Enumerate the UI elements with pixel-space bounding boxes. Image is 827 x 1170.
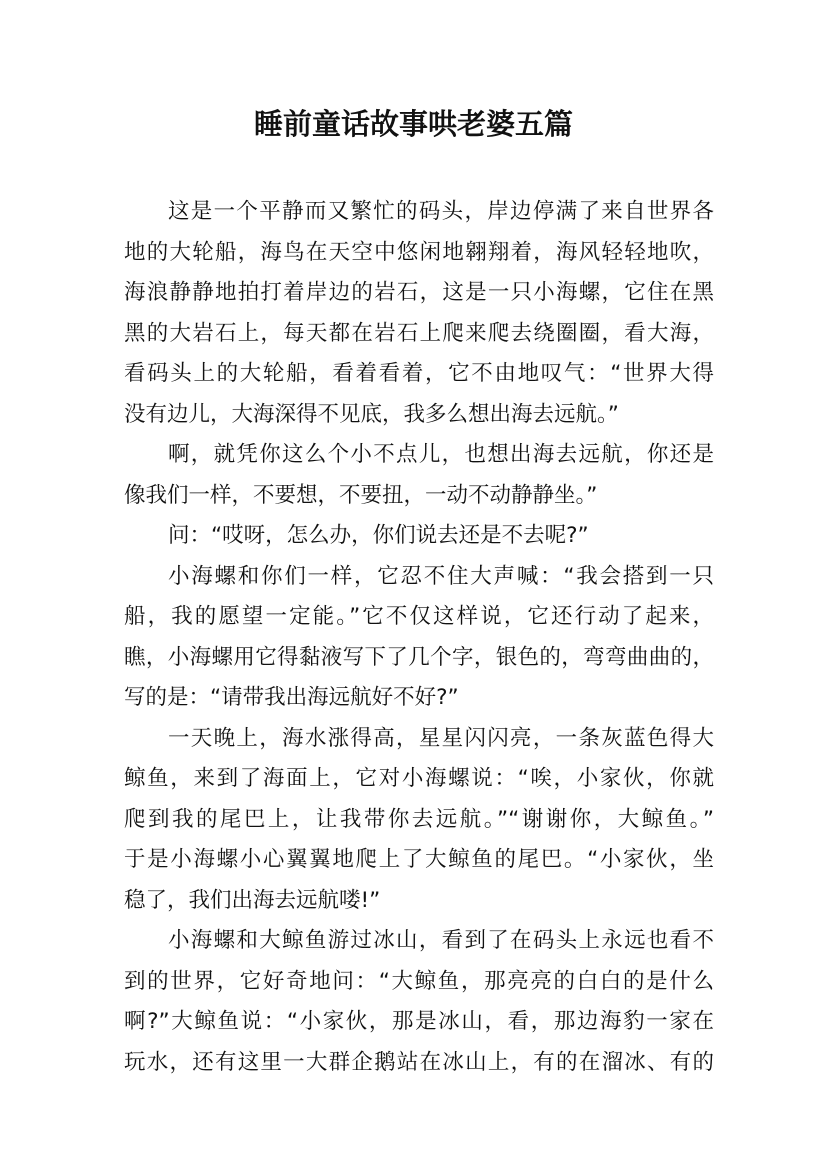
text-line: 像我们一样，不要想，不要扭，一动不动静静坐。” [124,482,598,508]
text-line: 于是小海螺小心翼翼地爬上了大鲸鱼的尾巴。“小家伙，坐 [124,847,714,872]
text-line: 啊，就凭你这么个小不点儿，也想出海去远航，你还是 [168,442,714,467]
text-line: 啊?”大鲸鱼说：“小家伙，那是冰山，看，那边海豹一家在 [124,1009,714,1034]
text-line: 没有边儿，大海深得不见底，我多么想出海去远航。” [124,401,619,427]
text-line: 这是一个平静而又繁忙的码头，岸边停满了来自世界各 [168,199,714,224]
text-line: 小海螺和你们一样，它忍不住大声喊：“我会搭到一只 [168,563,714,589]
document-title: 睡前童话故事哄老婆五篇 [253,107,573,141]
text-line: 一天晚上，海水涨得高，星星闪闪亮，一条灰蓝色得大 [168,725,714,751]
text-line: 瞧，小海螺用它得黏液写下了几个字，银色的，弯弯曲曲的， [124,644,714,670]
text-line: 稳了，我们出海去远航喽!” [124,887,381,913]
text-line: 黑的大岩石上，每天都在岩石上爬来爬去绕圈圈，看大海， [124,320,714,346]
story-body [124,192,714,1083]
text-line: 海浪静静地拍打着岸边的岩石，这是一只小海螺，它住在黑 [124,280,714,305]
text-line: 小海螺和大鲸鱼游过冰山，看到了在码头上永远也看不 [168,928,714,953]
text-line: 到的世界，它好奇地问：“大鲸鱼，那亮亮的白白的是什么 [124,968,714,994]
text-line: 问：“哎呀，怎么办，你们说去还是不去呢?” [168,523,589,548]
text-line: 看码头上的大轮船，看着看着，它不由地叹气：“世界大得 [124,361,714,386]
text-line: 鲸鱼，来到了海面上，它对小海螺说：“唉，小家伙，你就 [124,766,714,791]
text-line: 船，我的愿望一定能。”它不仅这样说，它还行动了起来， [124,604,714,629]
text-line: 地的大轮船，海鸟在天空中悠闲地翱翔着，海风轻轻地吹， [124,239,714,265]
text-line: 写的是：“请带我出海远航好不好?” [124,685,459,710]
text-line: 爬到我的尾巴上，让我带你去远航。”“谢谢你，大鲸鱼。” [124,806,714,832]
text-line: 玩水，还有这里一大群企鹅站在冰山上，有的在溜冰、有的 [124,1049,714,1075]
